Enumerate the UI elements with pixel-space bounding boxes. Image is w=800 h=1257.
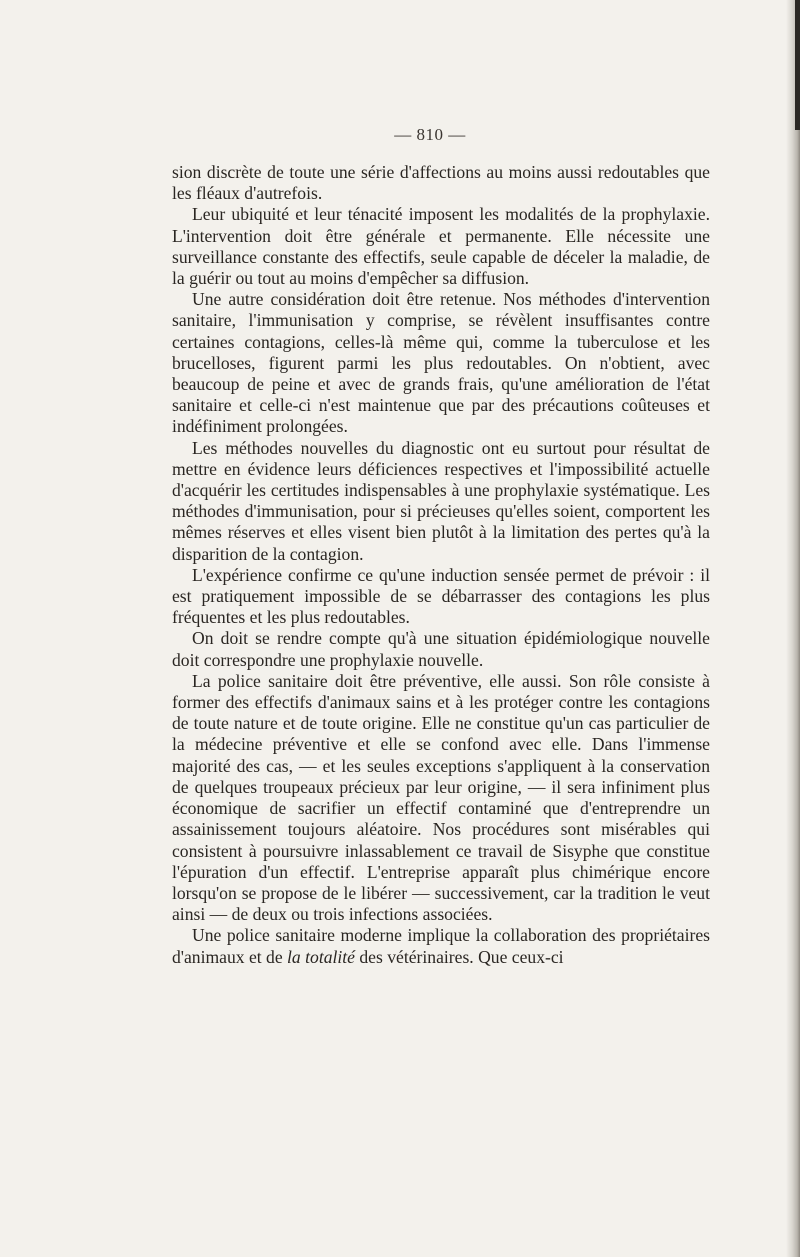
paragraph-6: On doit se rendre compte qu'à une situation épidémiologique nouvelle doit correspondre une prophylaxie nouvelle. [172, 628, 710, 670]
paragraph-1: sion discrète de toute une série d'affections au moins aussi redoutables que les fléaux d'autrefois. [172, 162, 710, 204]
paragraph-8-italic: la totalité [287, 946, 355, 967]
paragraph-7: La police sanitaire doit être préventive, elle aussi. Son rôle consiste à former des effectifs d'animaux sains et à les protéger contre les contagions de toute nature et de toute origine. Elle ne constitue qu'un cas particulier de la médecine préventive et elle se confond avec elle. Dans l'immense majorité des cas, — et les seules exceptions s'appliquent à la conservation de quelques troupeaux précieux par leur origine, — il sera infiniment plus économique de sacrifier un effectif contaminé que d'entreprendre un assainissement toujours aléatoire. Nos procédures sont misérables qui consistent à poursuivre inlassablement ce travail de Sisyphe que constitue l'épuration d'un effectif. L'entreprise apparaît plus chimérique encore lorsqu'on se propose de le libérer — successivement, car la tradition le veut ainsi — de deux ou trois infections associées. [172, 670, 710, 925]
paragraph-5: L'expérience confirme ce qu'une induction sensée permet de prévoir : il est pratiquement impossible de se débarrasser des contagions les plus fréquentes et les plus redoutables. [172, 564, 710, 628]
body-text [172, 162, 710, 968]
paragraph-8-start: Une police sanitaire moderne implique la collaboration des propriétaires d'animaux et de [172, 925, 710, 967]
paragraph-3: Une autre considération doit être retenue. Nos méthodes d'intervention sanitaire, l'immunisation y comprise, se révèlent insuffisantes contre certaines contagions, celles-là même qui, comme la tuberculose et les brucelloses, figurent parmi les plus redoutables. On n'obtient, avec beaucoup de peine et avec de grands frais, qu'une amélioration de l'état sanitaire et celle-ci n'est maintenue que par des précautions coûteuses et indéfiniment prolongées. [172, 289, 710, 437]
paragraph-8-end: des vétérinaires. Que ceux-ci [354, 946, 564, 967]
paragraph-2: Leur ubiquité et leur ténacité imposent les modalités de la prophylaxie. L'intervention doit être générale et permanente. Elle nécessite une surveillance constante des effectifs, seule capable de déceler la maladie, de la guérir ou tout au moins d'empêcher sa diffusion. [172, 204, 710, 289]
page-edge-dark-mark [795, 0, 800, 130]
page-edge-shadow [786, 0, 800, 1257]
paragraph-8 [172, 925, 710, 967]
page-number: — 810 — [394, 125, 466, 144]
paragraph-4: Les méthodes nouvelles du diagnostic ont eu surtout pour résultat de mettre en évidence leurs déficiences respectives et l'impossibilité actuelle d'acquérir les certitudes indispensables à une prophylaxie systématique. Les méthodes d'immunisation, pour si précieuses qu'elles soient, comportent les mêmes réserves et elles visent bien plutôt à la limitation des pertes qu'à la disparition de la contagion. [172, 437, 710, 564]
